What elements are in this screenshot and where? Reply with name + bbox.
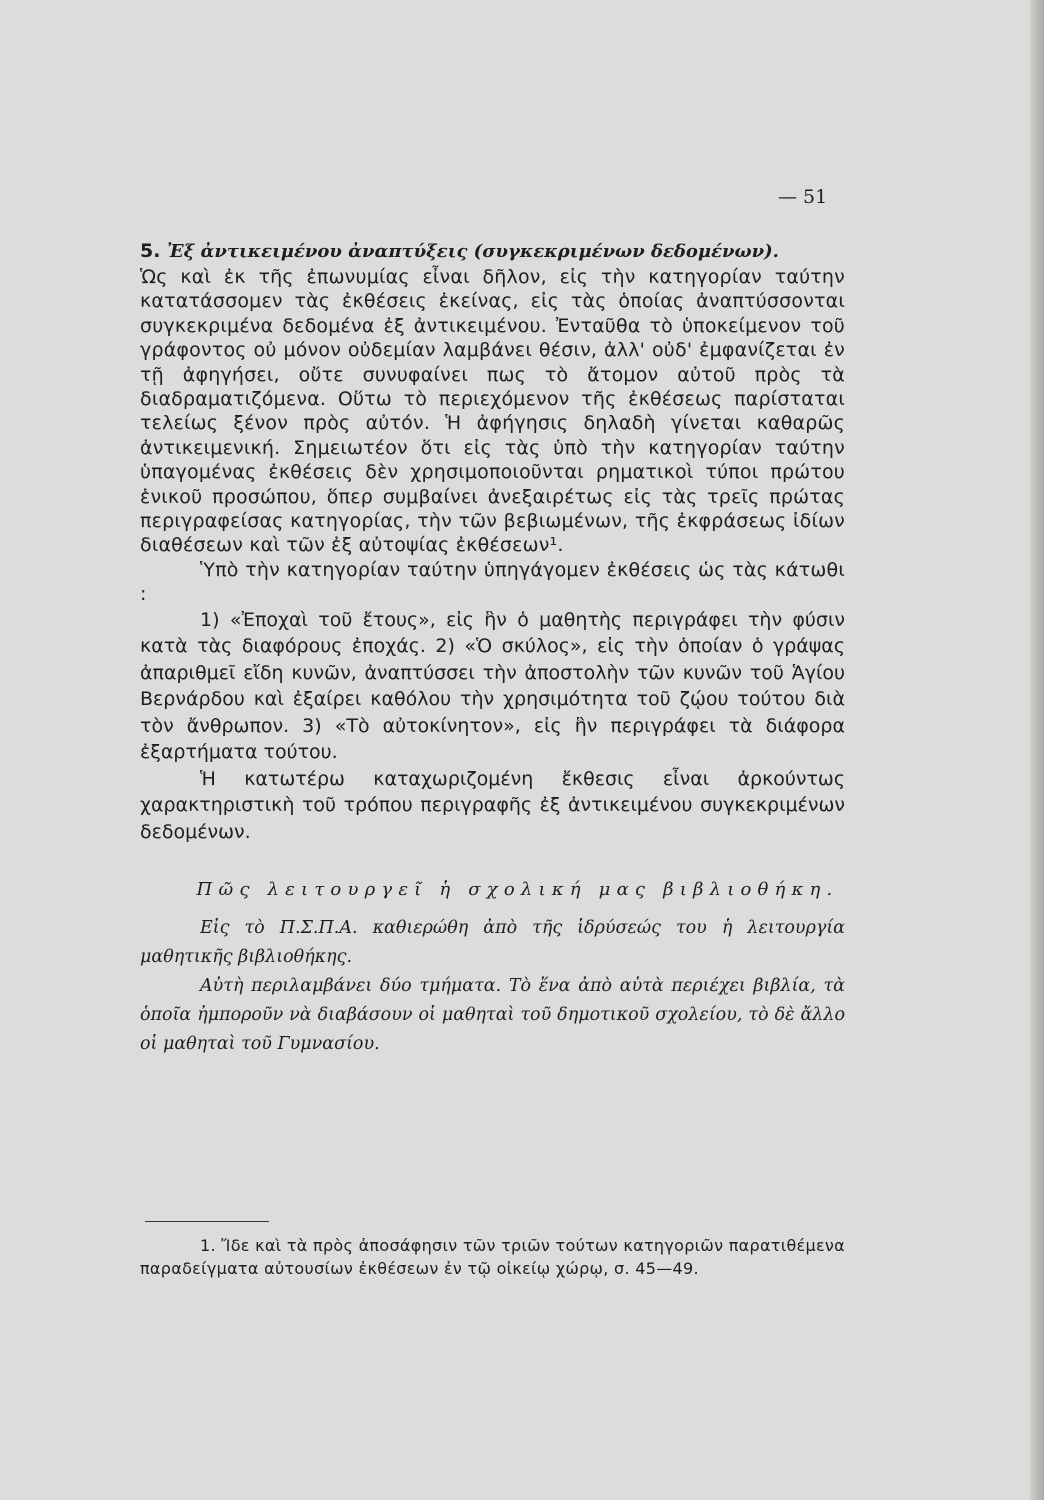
paragraph-intro: Ὡς καὶ ἐκ τῆς ἐπωνυμίας εἶναι δῆλον, εἰς τὴν κατηγορίαν ταύτην κατατάσσομεν τὰς ἐκθέσεις ἐκείνας, εἰς τὰς ὁποίας ἀναπτύσσονται συγκεκριμένα δεδομένα ἐξ ἀντικειμένου. Ἐνταῦθα τὸ ὑποκείμενον τοῦ γράφοντος οὐ μόνον οὐδεμίαν λαμβάνει θέσιν, ἀλλ' οὐδ' ἐμφανίζεται ἐν τῇ ἀφηγήσει, οὔτε συνυφαίνει πως τὸ ἄτομον αὐτοῦ πρὸς τὰ διαδραματιζόμενα. Οὕτω τὸ περιεχόμενον τῆς ἐκθέσεως παρίσταται τελείως ξένον πρὸς αὐτόν. Ἡ ἀφήγησις δηλαδὴ γίνεται καθαρῶς ἀντικειμενική. Σημειωτέον ὅτι εἰς τὰς ὑπὸ τὴν κατηγορίαν ταύτην ὑπαγομένας ἐκθέσεις δὲν χρησιμοποιοῦνται ρηματικοὶ τύποι πρώτου ἑνικοῦ προσώπου, ὅπερ συμβαίνει ἀνεξαιρέτως εἰς τὰς τρεῖς πρώτας περιγραφείσας κατηγορίας, τὴν τῶν βεβιωμένων, τῆς ἐκφράσεως ἰδίων διαθέσεων καὶ τῶν ἐξ αὐτοψίας ἐκθέσεων¹. (140, 266, 845, 557)
paragraph-category: Ὑπὸ τὴν κατηγορίαν ταύτην ὑπηγάγομεν ἐκθέσεις ὡς τὰς κάτωθι : (140, 558, 845, 606)
page-number: — 51 (778, 186, 828, 208)
section-number: 5. (140, 240, 168, 262)
paragraph-characteristic: Ἡ κατωτέρω καταχωριζομένη ἔκθεσις εἶναι ἀρκούντως χαρακτηριστικὴ τοῦ τρόπου περιγραφῆς ἐξ ἀντικειμένου συγκεκριμένων δεδομένων. (140, 767, 845, 843)
example-paragraph-1: Εἰς τὸ Π.Σ.Π.Α. καθιερώθη ἀπὸ τῆς ἱδρύσεώς του ἡ λειτουργία μαθητικῆς βιβλιοθήκης. (140, 918, 845, 968)
section-heading (140, 238, 845, 265)
footnote-divider (145, 1221, 269, 1222)
example-paragraph-2: Αὐτὴ περιλαμβάνει δύο τμήματα. Τὸ ἕνα ἀπὸ αὐτὰ περιέχει βιβλία, τὰ ὁποῖα ἠμποροῦν νὰ διαβάσουν οἱ μαθηταὶ τοῦ δημοτικοῦ σχολείου, τὸ δὲ ἄλλο οἱ μαθηταὶ τοῦ Γυμνασίου. (140, 976, 845, 1055)
paragraph-examples: 1) «Ἐποχαὶ τοῦ ἔτους», εἰς ἣν ὁ μαθητὴς περιγράφει τὴν φύσιν κατὰ τὰς διαφόρους ἐποχάς. 2) «Ὁ σκύλος», εἰς τὴν ὁποίαν ὁ γράψας ἀπαριθμεῖ εἴδη κυνῶν, ἀναπτύσσει τὴν ἀποστολὴν τῶν κυνῶν τοῦ Ἁγίου Βερνάρδου καὶ ἐξαίρει καθόλου τὴν χρησιμότητα τοῦ ζῴου τούτου διὰ τὸν ἄνθρωπον. 3) «Τὸ αὐτοκίνητον», εἰς ἣν περιγράφει τὰ διάφορα ἐξαρτήματα τούτου. (140, 608, 845, 764)
page-body (140, 238, 845, 1059)
page-edge-shadow (1030, 0, 1044, 1500)
footnote (140, 1234, 845, 1280)
section-title: Ἐξ ἀντικειμένου ἀναπτύξεις (συγκεκριμένων δεδομένων). (167, 241, 779, 262)
footnote-text: 1. Ἴδε καὶ τὰ πρὸς ἀποσάφησιν τῶν τριῶν τούτων κατηγοριῶν παρατιθέμενα παραδείγματα αὐτουσίων ἐκθέσεων ἐν τῷ οἰκείῳ χώρῳ, σ. 45—49. (140, 1236, 845, 1278)
example-essay-title: Πῶς λειτουργεῖ ἡ σχολική μας βιβλιοθήκη. (196, 879, 839, 901)
